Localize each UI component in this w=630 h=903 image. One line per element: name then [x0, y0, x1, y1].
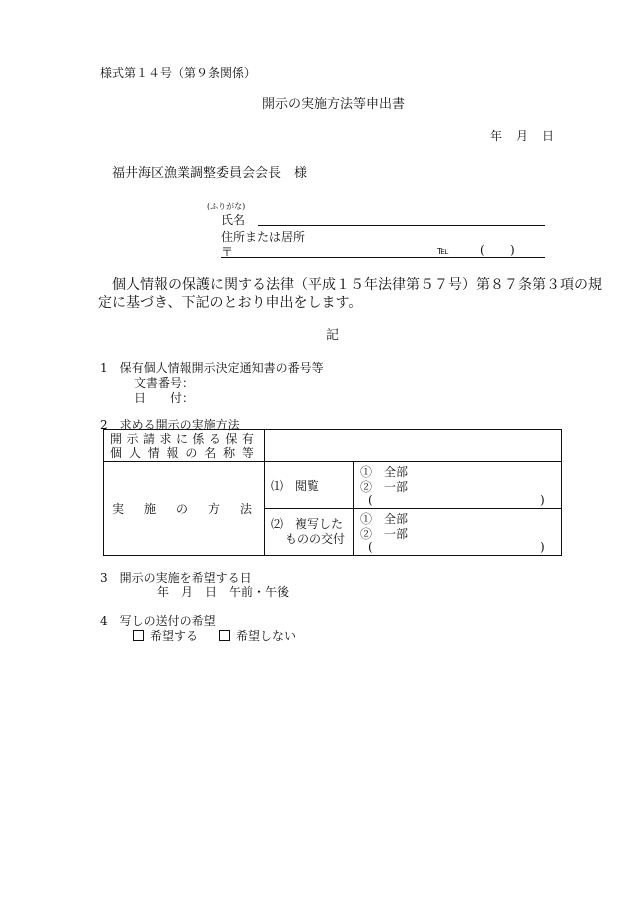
page-title: 開示の実施方法等申出書: [262, 97, 406, 112]
body-text-line1: 個人情報の保護に関する法律（平成１５年法律第５７号）第８７条第３項の規: [112, 277, 602, 293]
viewing-choice-all[interactable]: ① 全部: [360, 465, 409, 479]
form-number: 様式第１４号（第９条関係）: [100, 66, 257, 80]
date-day: 日: [542, 129, 555, 143]
doc-number-label: 文書番号：: [134, 376, 195, 390]
date-year: 年: [490, 129, 503, 143]
viewing-choice-partial[interactable]: ② 一部: [360, 480, 409, 494]
option-copy-label-cell: [265, 509, 354, 556]
copy-paren-open: (: [368, 540, 373, 554]
option-copy-label-line1: ⑵ 複写した: [271, 517, 344, 531]
postal-mark: 〒: [221, 245, 234, 259]
furigana-label: (ふりがな): [207, 202, 246, 211]
info-name-label-cell: [104, 430, 265, 462]
date-month: 月: [516, 129, 529, 143]
option-copy-choices[interactable]: [354, 509, 562, 556]
send-copy-no-option[interactable]: [219, 627, 296, 644]
viewing-paren-close: ): [540, 493, 545, 507]
checkbox-icon[interactable]: [133, 630, 144, 641]
send-copy-yes-label: 希望する: [150, 629, 199, 643]
info-name-label-line1: 開 示 請 求 に 係 る 保 有: [110, 431, 254, 446]
section1-heading: 1 保有個人情報開示決定通知書の番号等: [100, 361, 324, 375]
method-label-cell: [104, 462, 265, 556]
copy-choice-partial[interactable]: ② 一部: [360, 527, 409, 541]
name-label: 氏名: [221, 213, 246, 227]
send-copy-no-label: 希望しない: [236, 629, 297, 643]
option-viewing-choices[interactable]: [354, 462, 562, 509]
address-label: 住所または居所: [221, 230, 306, 244]
tel-icon: ℡: [437, 244, 449, 257]
tel-paren-close: ): [510, 243, 515, 257]
send-copy-yes-option[interactable]: [133, 627, 198, 644]
checkbox-icon[interactable]: [219, 630, 230, 641]
option-viewing-label-cell: [265, 462, 354, 509]
option-copy-label-line2: ものの交付: [285, 532, 346, 546]
section3-heading: 3 開示の実施を希望する日: [100, 571, 252, 585]
option-viewing-label: ⑴ 閲覧: [271, 478, 320, 493]
copy-choice-all[interactable]: ① 全部: [360, 512, 409, 526]
name-line: [258, 225, 545, 226]
info-name-value-cell[interactable]: [265, 430, 562, 462]
method-label: 実 施 の 方 法: [112, 502, 252, 516]
info-name-label-line2: 個 人 情 報 の 名 称 等: [110, 445, 254, 460]
disclosure-method-table: [103, 429, 562, 556]
addressee: 福井海区漁業調整委員会会長 様: [112, 166, 308, 181]
ki-heading: 記: [326, 328, 340, 343]
section4-heading: 4 写しの送付の希望: [100, 614, 216, 628]
section2-heading: 2 求める開示の実施方法: [100, 418, 240, 432]
copy-paren-close: ): [540, 540, 545, 554]
preferred-date-line: 年 月 日 午前・午後: [157, 585, 290, 599]
viewing-paren-open: (: [368, 493, 373, 507]
doc-date-label: 日 付：: [134, 391, 195, 405]
body-text-line2: 定に基づき、下記のとおり申出をします。: [98, 295, 363, 311]
address-line: [221, 257, 545, 258]
tel-paren-open: (: [480, 243, 485, 257]
